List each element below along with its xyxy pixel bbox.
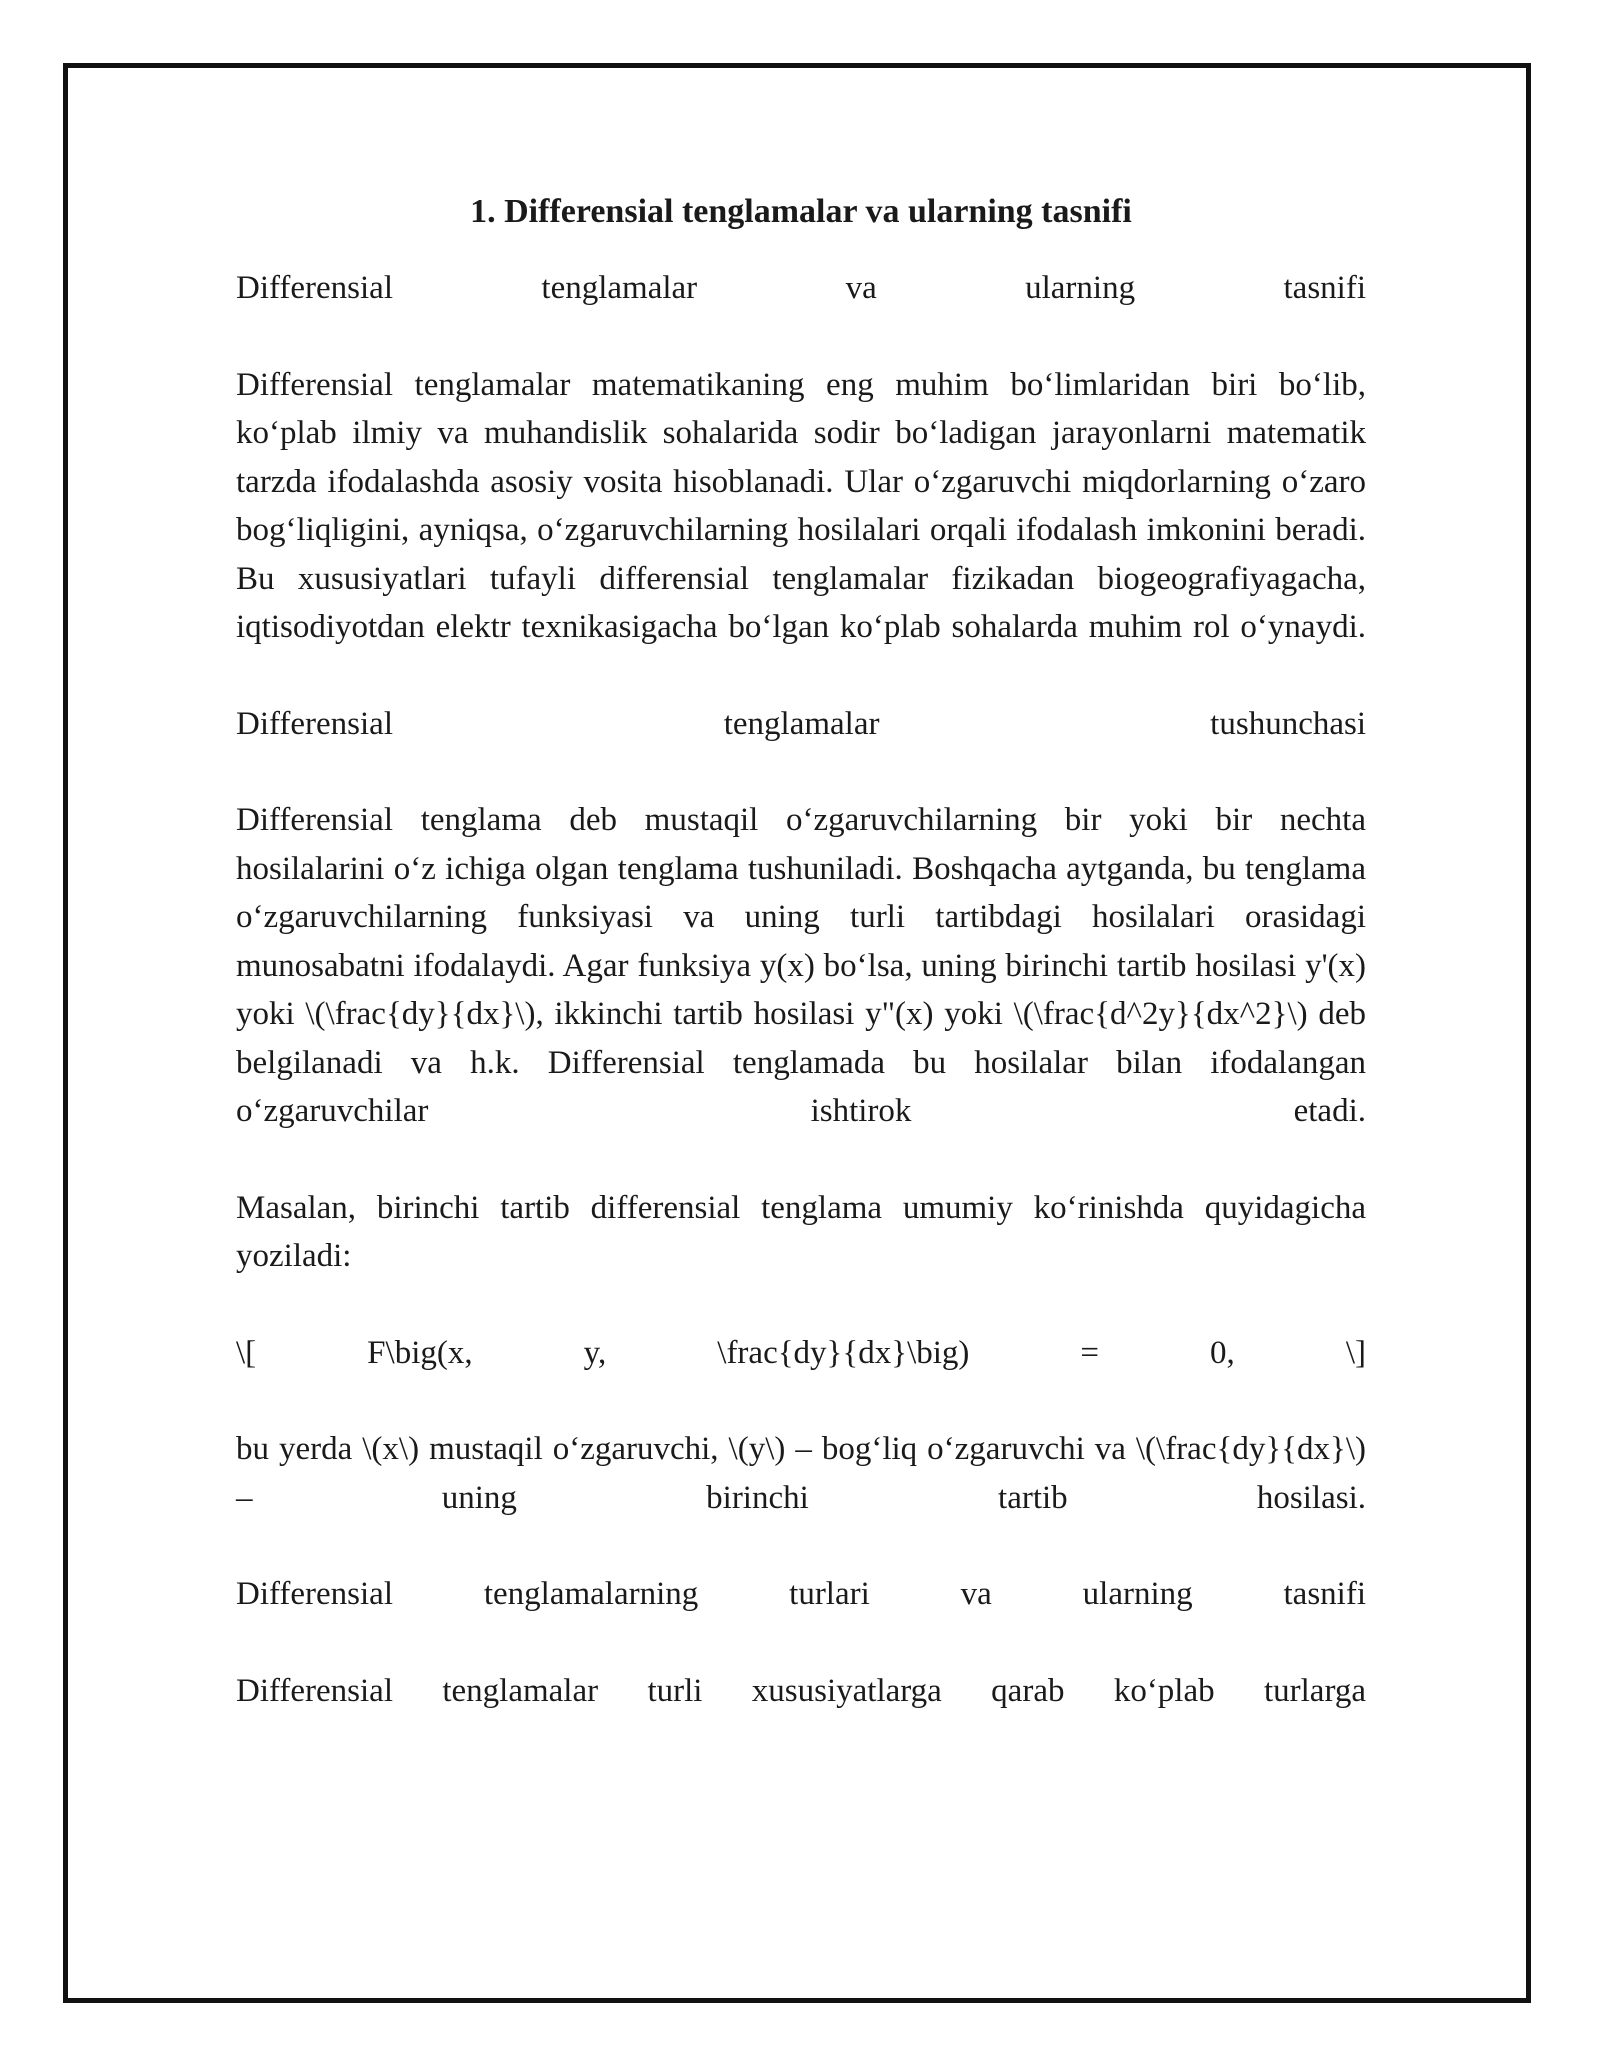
formula-paragraph: \[ F\big(x, y, \frac{dy}{dx}\big) = 0, \]	[236, 1334, 1366, 1371]
document-title: 1. Differensial tenglamalar va ularning tasnifi	[470, 193, 1132, 230]
types-heading-paragraph: Differensial tenglamalarning turlari va ularning tasnifi	[236, 1576, 1366, 1612]
concept-heading-paragraph: Differensial tenglamalar tushunchasi	[236, 705, 1366, 742]
types-intro-paragraph: Differensial tenglamalar turli xususiyatlarga qarab ko‘plab turlarga	[236, 1672, 1366, 1709]
intro-paragraph: Differensial tenglamalar matematikaning eng muhim bo‘limlaridan biri bo‘lib, ko‘plab ilmiy va muhandislik sohalarida sodir bo‘ladigan jarayonlarni matematik tarzda ifodalashda asosiy vosita hisoblanadi. Ular o‘zgaruvchi miqdorlarning o‘zaro bog‘liqligini, ayniqsa, o‘zgaruvchilarning hosilalari orqali ifodalash imkonini beradi. Bu xususiyatlari tufayli differensial tenglamalar fizikadan biogeografiyagacha, iqtisodiyotdan elektr texnikasigacha bo‘lgan ko‘plab sohalarda muhim rol o‘ynaydi.	[236, 366, 1366, 645]
document-body	[236, 188, 1366, 1715]
example-intro-paragraph: Masalan, birinchi tartib differensial tenglama umumiy ko‘rinishda quyidagicha yoziladi:	[236, 1189, 1366, 1274]
formula-explanation-paragraph: bu yerda \(x\) mustaqil o‘zgaruvchi, \(y\) – bog‘liq o‘zgaruvchi va \(\frac{dy}{dx}\) – uning birinchi tartib hosilasi.	[236, 1431, 1366, 1516]
definition-paragraph: Differensial tenglama deb mustaqil o‘zgaruvchilarning bir yoki bir nechta hosilalarini o‘z ichiga olgan tenglama tushuniladi. Boshqacha aytganda, bu tenglama o‘zgaruvchilarning funksiyasi va uning turli tartibdagi hosilalari orasidagi munosabatni ifodalaydi. Agar funksiya y(x) bo‘lsa, uning birinchi tartib hosilasi y'(x) yoki \(\frac{dy}{dx}\), ikkinchi tartib hosilasi y"(x) yoki \(\frac{d^2y}{dx^2}\) deb belgilanadi va h.k. Differensial tenglamada bu hosilalar bilan ifodalangan o‘zgaruvchilar ishtirok etadi.	[236, 802, 1366, 1129]
section-heading-paragraph: Differensial tenglamalar va ularning tasnifi	[236, 270, 1366, 306]
